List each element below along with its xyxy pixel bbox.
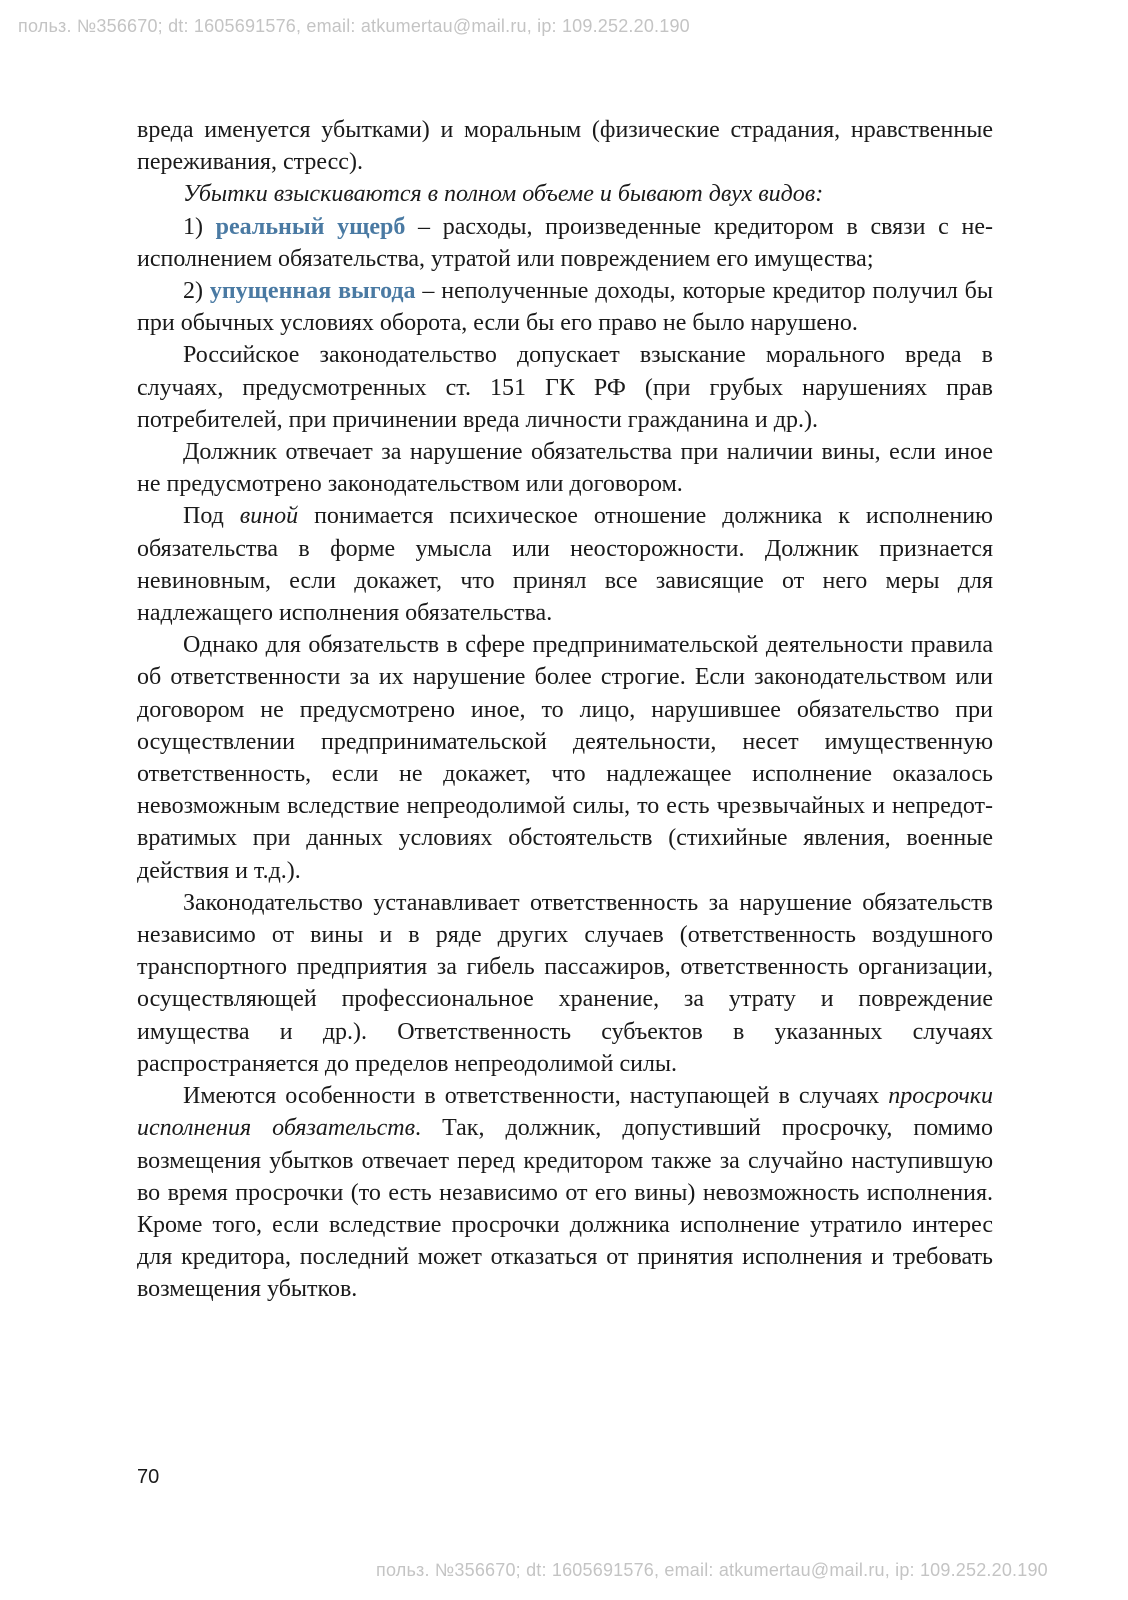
text-fragment: Под [183, 503, 240, 530]
paragraph-losses-intro: Убытки взыскиваются в полном объеме и бывают двух видов: [183, 181, 824, 208]
text-fragment: понимается психическое отношение должника к исполнению обязательства в форме умысла или неосторожности. Должник признается невиновным, если докажет, что принял все зависящие от него меры для надлежащего исполнения обязательства. [137, 503, 993, 627]
text-fragment: . Так, должник, допустивший просрочку, помимо возмещения убытков отвечает перед кредитором также за случайно наступившую во время просрочки (то есть независимо от его вины) невозможность исполнения. Кроме того, если вследствие просрочки должника исполнение утратило интерес для кредитора, последний может отказаться от принятия исполнения и требовать возмещения убытков. [137, 1115, 993, 1303]
watermark-bottom: польз. №356670; dt: 1605691576, email: atkumertau@mail.ru, ip: 109.252.20.190 [376, 1560, 1048, 1580]
paragraph-1: вреда именуется убытками) и моральным (физические страдания, нравственные переживания, стресс). [137, 117, 993, 176]
italic-term-delay: просрочки исполнения обязательств [137, 1083, 993, 1142]
italic-term-guilt: виной [239, 503, 299, 530]
list-item-lost-profit [137, 275, 993, 339]
page-body [137, 114, 993, 1306]
term-lost-profit: упущенная выгода [209, 278, 416, 305]
paragraph-delay [137, 1080, 993, 1305]
watermark-top: польз. №356670; dt: 1605691576, email: atkumertau@mail.ru, ip: 109.252.20.190 [18, 16, 690, 36]
paragraph-business-liability: Однако для обязательств в сфере предпринимательской деятельности правила об ответственности за их нарушение более строгие. Если законодательством или договором не предусмотрено иное, то лицо, нарушившее обязательство при осуществлении предпринимательской деятельности, несет имущественную ответственность, если не докажет, что надлежащее исполнение оказалось невозможным вследствие непреодолимой силы, то есть чрезвычайных и непредотвратимых при данных условиях обстоятельств (стихийные явления, военные действия и т.д.). [137, 632, 993, 884]
list-number: 2) [183, 278, 210, 305]
list-number: 1) [183, 213, 216, 240]
list-item-text: – неполученные доходы, которые кредитор получил бы при обычных условиях оборота, если бы его право не было нарушено. [137, 278, 993, 337]
page-number: 70 [137, 1466, 160, 1488]
paragraph-guilt [137, 500, 993, 629]
list-item-text: – расходы, произведенные кредитором в связи с неисполнением обязательства, утратой или повреждением его имущества; [137, 213, 993, 272]
term-real-damage: реальный ущерб [215, 213, 406, 240]
text-fragment: Имеются особенности в ответственности, наступающей в случаях [183, 1083, 889, 1110]
list-item-real-damage [137, 211, 993, 275]
paragraph-debtor-liability: Должник отвечает за нарушение обязательства при наличии вины, если иное не предусмотрено законодательством или договором. [137, 439, 993, 498]
paragraph-strict-liability: Законодательство устанавливает ответственность за нарушение обязательств независимо от вины и в ряде других случаев (ответственность воздушного транспортного предприятия за гибель пассажиров, ответственность организации, осуществляющей профессиональное хранение, за утрату и повреждение имущества и др.). Ответственность субъектов в указанных случаях распространяется до пределов непреодолимой силы. [137, 889, 993, 1077]
paragraph-moral-damage: Российское законодательство допускает взыскание морального вреда в случаях, предусмотренных ст. 151 ГК РФ (при грубых нарушениях прав потребителей, при причинении вреда личности гражданина и др.). [137, 342, 993, 433]
